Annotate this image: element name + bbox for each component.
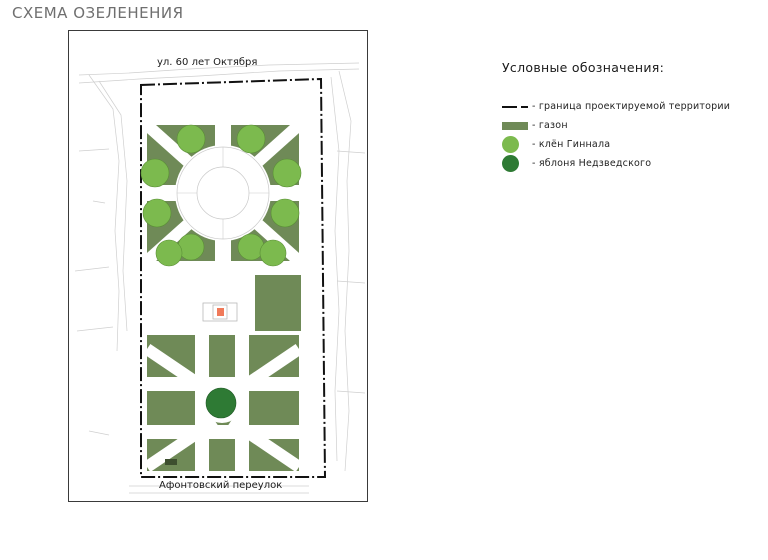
dash-dot-line-icon xyxy=(502,106,528,108)
fountain-marker xyxy=(217,308,224,316)
maple-tree xyxy=(177,125,205,153)
street-label-south: Афонтовский переулок xyxy=(159,480,283,491)
apple-tree xyxy=(206,388,236,418)
maple-tree xyxy=(260,240,286,266)
maple-tree xyxy=(273,159,301,187)
apple-circle-icon xyxy=(502,155,519,172)
maple-tree xyxy=(237,125,265,153)
page-title: СХЕМА ОЗЕЛЕНЕНИЯ xyxy=(12,4,184,22)
plan-sheet xyxy=(68,30,368,502)
maple-tree xyxy=(271,199,299,227)
legend xyxy=(502,60,762,173)
legend-title: Условные обозначения: xyxy=(502,60,665,75)
maple-tree xyxy=(143,199,171,227)
legend-label: - клён Гиннала xyxy=(532,139,611,150)
central-plaza xyxy=(147,261,301,335)
lawn-swatch-icon xyxy=(502,122,528,130)
legend-label: - граница проектируемой территории xyxy=(532,101,731,112)
legend-item-lawn xyxy=(502,116,762,135)
maple-tree xyxy=(141,159,169,187)
street-label-north: ул. 60 лет Октября xyxy=(157,57,258,68)
legend-item-apple xyxy=(502,154,762,173)
legend-item-boundary xyxy=(502,97,762,116)
legend-label: - газон xyxy=(532,120,568,131)
maple-tree xyxy=(156,240,182,266)
greening-plan-map xyxy=(69,31,369,503)
legend-item-maple xyxy=(502,135,762,154)
legend-label: - яблоня Недзведского xyxy=(532,158,652,169)
maple-circle-icon xyxy=(502,136,519,153)
